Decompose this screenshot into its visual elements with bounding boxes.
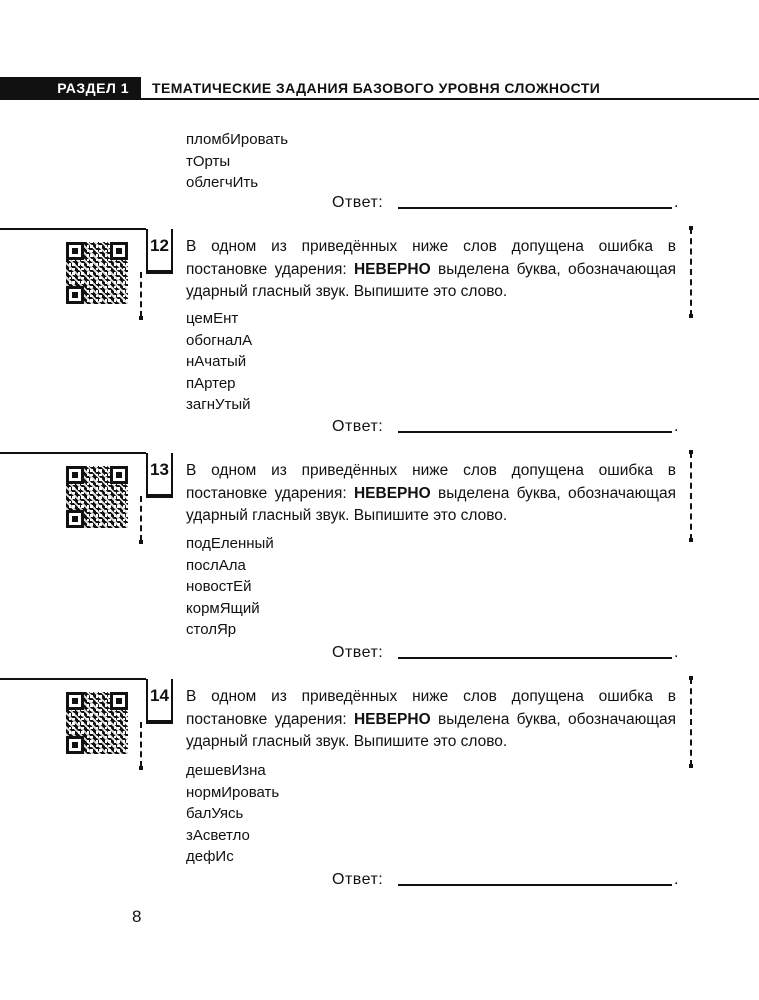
number-box-underline <box>146 494 173 498</box>
word-item: зАсветло <box>186 826 250 844</box>
answer-end: . <box>674 644 679 661</box>
task-number: 13 <box>150 460 169 479</box>
answer-line[interactable] <box>398 431 672 433</box>
word-item: пломбИровать <box>186 131 289 148</box>
answer-label: Ответ: <box>332 194 384 211</box>
word-item: обогналА <box>186 331 253 349</box>
word-item: цемЕнт <box>186 310 239 327</box>
word-item: облегчИть <box>186 174 259 191</box>
answer-label: Ответ: <box>332 418 384 435</box>
answer-line[interactable] <box>398 657 672 659</box>
page-number: 8 <box>132 907 142 926</box>
word-item: загнУтый <box>186 396 251 413</box>
answer-label: Ответ: <box>332 644 384 661</box>
answer-label: Ответ: <box>332 871 384 888</box>
word-list-13 <box>186 533 274 641</box>
answer-row-12[interactable] <box>332 416 682 438</box>
answer-row-prev[interactable] <box>332 192 682 214</box>
task-number-box <box>146 229 173 272</box>
qr-finder <box>110 692 128 710</box>
left-dashed-line <box>140 496 142 541</box>
word-item: тОрты <box>186 152 231 170</box>
qr-finder <box>110 466 128 484</box>
task-divider <box>0 678 146 680</box>
word-item: дешевИзна <box>186 762 266 779</box>
section-label: РАЗДЕЛ 1 <box>0 77 141 99</box>
qr-code-icon[interactable] <box>66 466 128 528</box>
word-item: новостЕй <box>186 578 252 595</box>
qr-code-icon[interactable] <box>66 242 128 304</box>
answer-line[interactable] <box>398 884 672 886</box>
section-title: ТЕМАТИЧЕСКИЕ ЗАДАНИЯ БАЗОВОГО УРОВНЯ СЛОЖНОСТИ <box>152 80 601 96</box>
task-question: В одном из приведённых ниже слов допущена ошибка в постановке ударения: НЕВЕРНО выделена буква, обозначающая ударный гласный звук. Выпишите это слово. <box>186 462 676 524</box>
task-question: В одном из приведённых ниже слов допущена ошибка в постановке ударения: НЕВЕРНО выделена буква, обозначающая ударный гласный звук. Выпишите это слово. <box>186 238 676 300</box>
word-list-12 <box>186 308 252 416</box>
qr-finder <box>66 736 84 754</box>
word-item: столЯр <box>186 621 237 638</box>
word-list-prev <box>186 129 288 194</box>
task-number: 14 <box>150 686 169 705</box>
answer-end: . <box>674 418 679 435</box>
right-dashed-line <box>690 678 692 766</box>
left-dashed-line <box>140 722 142 767</box>
word-item: нормИровать <box>186 783 280 801</box>
right-dashed-line <box>690 228 692 316</box>
answer-line[interactable] <box>398 207 672 209</box>
qr-code-icon[interactable] <box>66 692 128 754</box>
answer-end: . <box>674 871 679 888</box>
qr-finder <box>66 466 84 484</box>
word-item: пАртер <box>186 374 236 392</box>
answer-row-13[interactable] <box>332 642 682 664</box>
word-item: дефИс <box>186 848 234 865</box>
word-item: кормЯщий <box>186 599 260 617</box>
task-divider <box>0 228 146 230</box>
qr-finder <box>66 242 84 260</box>
qr-finder <box>66 692 84 710</box>
task-number-box <box>146 679 173 722</box>
task-divider <box>0 452 146 454</box>
word-list-14 <box>186 760 279 868</box>
qr-finder <box>66 286 84 304</box>
number-box-underline <box>146 720 173 724</box>
qr-finder <box>110 242 128 260</box>
word-item: балУясь <box>186 805 244 822</box>
qr-finder <box>66 510 84 528</box>
answer-row-14[interactable] <box>332 869 682 891</box>
left-dashed-line <box>140 272 142 317</box>
right-dashed-line <box>690 452 692 540</box>
task-question: В одном из приведённых ниже слов допущена ошибка в постановке ударения: НЕВЕРНО выделена буква, обозначающая ударный гласный звук. Выпишите это слово. <box>186 688 676 750</box>
word-item: послАла <box>186 556 246 574</box>
section-header <box>0 76 759 100</box>
word-item: подЕленный <box>186 535 274 552</box>
number-box-underline <box>146 270 173 274</box>
task-number-box <box>146 453 173 496</box>
word-item: нАчатый <box>186 353 247 370</box>
header-rule <box>0 98 759 100</box>
answer-end: . <box>674 194 679 211</box>
task-number: 12 <box>150 236 169 255</box>
